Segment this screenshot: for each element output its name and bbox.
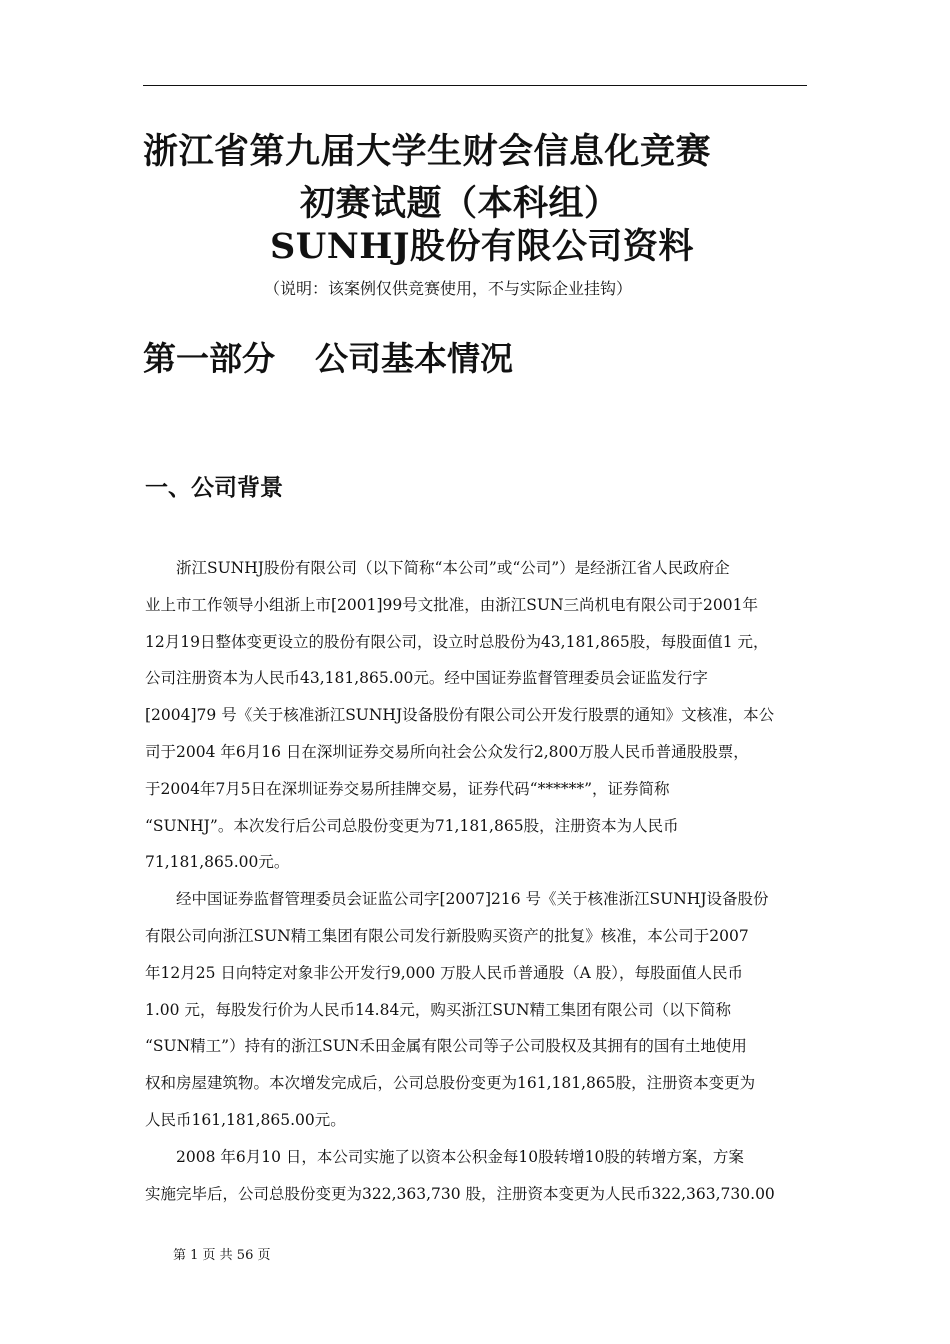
body-line: “SUNHJ”。本次发行后公司总股份变更为71,181,865股，注册资本为人民币: [145, 816, 679, 835]
header-rule: [143, 85, 807, 86]
disclaimer-note: （说明：该案例仅供竞赛使用，不与实际企业挂钩）: [264, 279, 633, 298]
body-line: 有限公司向浙江SUN精工集团有限公司发行新股购买资产的批复》核准，本公司于2007: [145, 926, 749, 945]
body-line: 业上市工作领导小组浙上市[2001]99号文批准，由浙江SUN三尚机电有限公司于2001年: [145, 595, 758, 614]
body-line: 实施完毕后，公司总股份变更为322,363,730 股，注册资本变更为人民币322,363,730.00: [145, 1184, 775, 1203]
part-heading: [143, 333, 513, 380]
body-line: 司于2004 年6月16 日在深圳证券交易所向社会公众发行2,800万股人民币普通股股票，: [145, 742, 749, 761]
body-line: 年12月25 日向特定对象非公开发行9,000 万股人民币普通股（A 股），每股面值人民币: [145, 963, 744, 982]
body-line: 1.00 元，每股发行价为人民币14.84元，购买浙江SUN精工集团有限公司（以下简称: [145, 1000, 732, 1019]
page-footer: 第 1 页 共 56 页: [173, 1248, 271, 1263]
body-line: 12月19日整体变更设立的股份有限公司，设立时总股份为43,181,865股，每股面值1 元，: [145, 632, 769, 651]
body-line: [2004]79 号《关于核准浙江SUNHJ设备股份有限公司公开发行股票的通知》文核准，本公: [145, 706, 775, 725]
section-heading: 一、公司背景: [145, 475, 283, 501]
body-line: 权和房屋建筑物。本次增发完成后，公司总股份变更为161,181,865股，注册资本变更为: [145, 1074, 756, 1093]
document-title-line-1: 浙江省第九届大学生财会信息化竞赛: [143, 131, 712, 172]
body-line: 公司注册资本为人民币43,181,865.00元。经中国证券监督管理委员会证监发行字: [145, 669, 708, 688]
document-title-line-2: 初赛试题（本科组）: [300, 183, 620, 224]
body-line: 浙江SUNHJ股份有限公司（以下简称“本公司”或“公司”）是经浙江省人民政府企: [176, 559, 730, 577]
body-line: 于2004年7月5日在深圳证券交易所挂牌交易，证券代码“******”，证券简称: [145, 779, 670, 798]
body-text: [145, 550, 807, 1212]
document-title-line-3: SUNHJ股份有限公司资料: [270, 226, 694, 267]
part-heading-number: 第一部分: [143, 339, 275, 378]
body-line: 人民币161,181,865.00元。: [145, 1110, 346, 1129]
part-heading-title: 公司基本情况: [315, 339, 513, 378]
body-line: “SUN精工”）持有的浙江SUN禾田金属有限公司等子公司股权及其拥有的国有土地使用: [145, 1037, 747, 1056]
body-line: 2008 年6月10 日，本公司实施了以资本公积金每10股转增10股的转增方案，方案: [176, 1147, 744, 1166]
body-line: 71,181,865.00元。: [145, 853, 290, 872]
body-line: 经中国证券监督管理委员会证监公司字[2007]216 号《关于核准浙江SUNHJ设备股份: [176, 890, 769, 909]
